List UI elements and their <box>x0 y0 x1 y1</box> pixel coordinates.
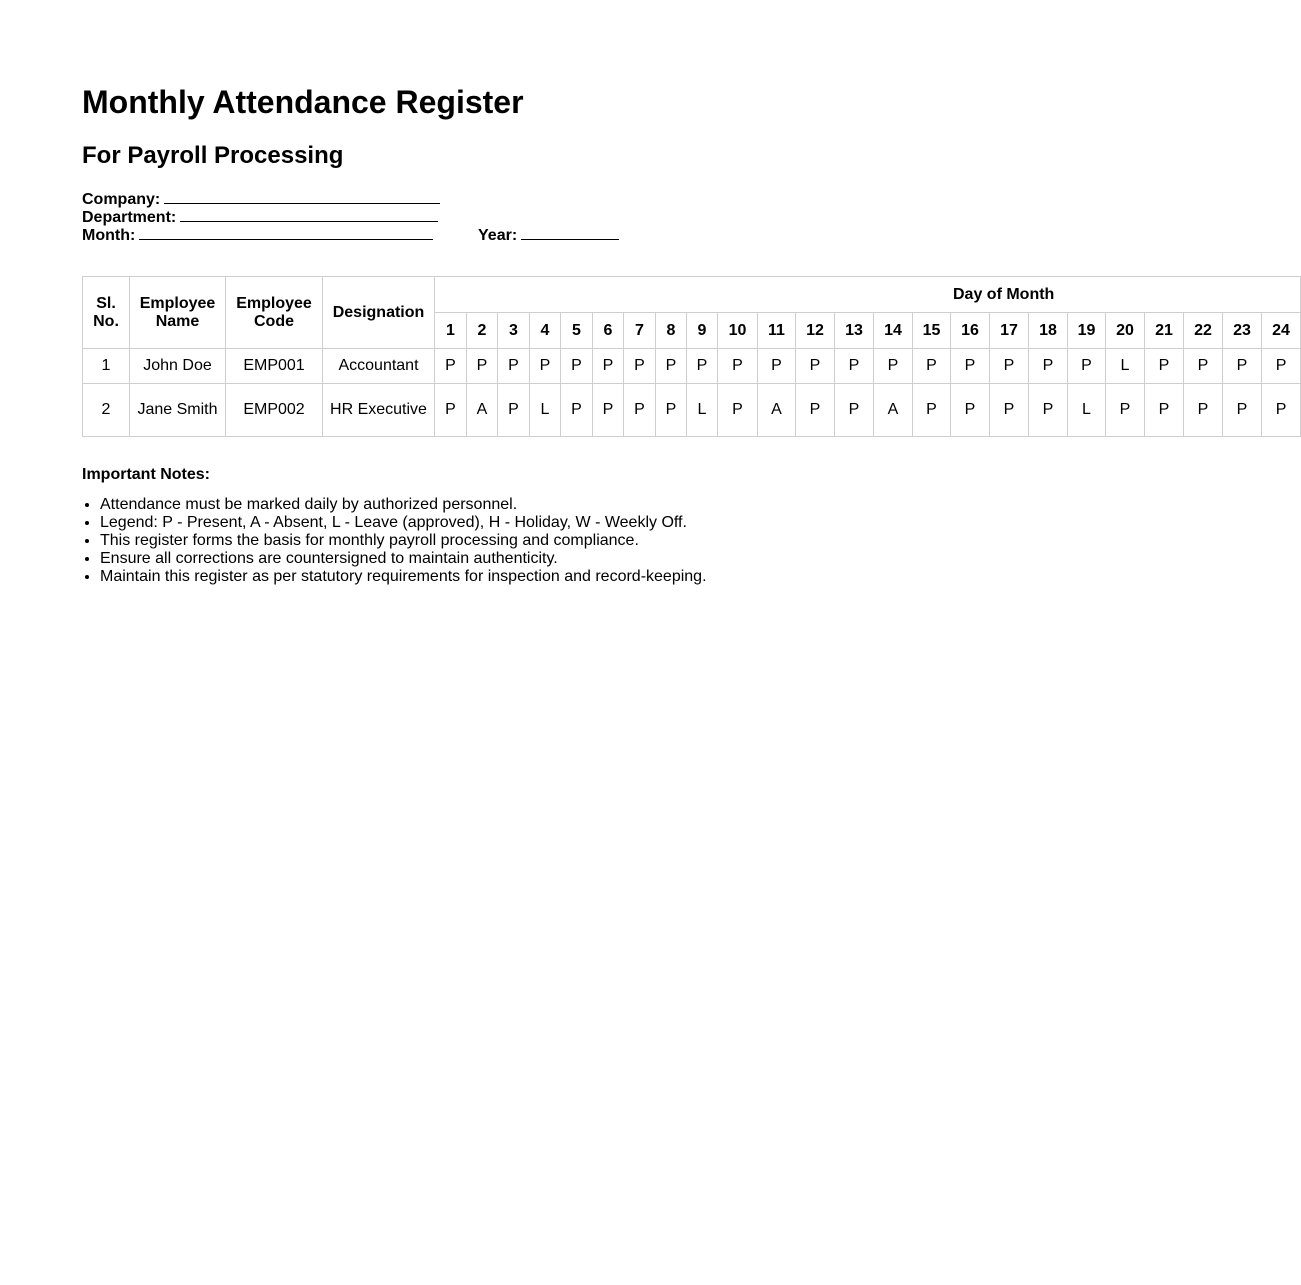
header-day-11: 11 <box>758 313 796 349</box>
note-item: • Maintain this register as per statutory requirements for inspection and record-keeping. <box>100 568 707 586</box>
header-designation: Designation <box>323 277 435 349</box>
attendance-cell: P <box>990 384 1029 437</box>
company-row <box>82 189 440 207</box>
attendance-table <box>82 276 1301 437</box>
attendance-cell: A <box>467 384 498 437</box>
sl-no-cell: 1 <box>83 349 130 384</box>
year-label: Year: <box>478 227 518 244</box>
attendance-cell: P <box>593 349 624 384</box>
header-day-20: 20 <box>1106 313 1145 349</box>
header-sl-no: Sl. No. <box>83 277 130 349</box>
employee-name-cell: John Doe <box>130 349 226 384</box>
attendance-cell: P <box>498 384 530 437</box>
attendance-cell: P <box>561 349 593 384</box>
header-day-8: 8 <box>656 313 687 349</box>
notes-title: Important Notes: <box>82 466 210 483</box>
header-employee-name: Employee Name <box>130 277 226 349</box>
attendance-cell: P <box>1223 349 1262 384</box>
attendance-cell: L <box>1068 384 1106 437</box>
year-field <box>478 225 619 245</box>
month-label: Month: <box>82 227 136 244</box>
attendance-cell: A <box>874 384 913 437</box>
header-day-17: 17 <box>990 313 1029 349</box>
header-day-18: 18 <box>1029 313 1068 349</box>
page-title: Monthly Attendance Register <box>82 84 524 120</box>
department-label: Department: <box>82 209 177 226</box>
attendance-cell: A <box>758 384 796 437</box>
important-notes <box>82 466 707 586</box>
attendance-cell: P <box>593 384 624 437</box>
header-day-21: 21 <box>1145 313 1184 349</box>
register-meta <box>82 189 518 244</box>
attendance-cell: P <box>1262 349 1301 384</box>
header-day-6: 6 <box>593 313 624 349</box>
attendance-cell: P <box>718 384 758 437</box>
attendance-cell: P <box>1029 349 1068 384</box>
attendance-cell: P <box>1068 349 1106 384</box>
year-blank <box>521 225 619 240</box>
attendance-cell: P <box>718 349 758 384</box>
employee-code-cell: EMP001 <box>226 349 323 384</box>
department-blank <box>180 207 438 222</box>
attendance-cell: P <box>1145 384 1184 437</box>
month-year-row <box>82 225 518 244</box>
month-blank <box>139 225 433 240</box>
attendance-cell: P <box>530 349 561 384</box>
header-day-14: 14 <box>874 313 913 349</box>
employee-name-cell: Jane Smith <box>130 384 226 437</box>
attendance-cell: P <box>656 349 687 384</box>
attendance-cell: P <box>951 349 990 384</box>
header-day-19: 19 <box>1068 313 1106 349</box>
attendance-cell: L <box>1106 349 1145 384</box>
attendance-cell: P <box>467 349 498 384</box>
designation-cell: Accountant <box>323 349 435 384</box>
attendance-cell: P <box>687 349 718 384</box>
note-item: • Attendance must be marked daily by authorized personnel. <box>100 496 707 514</box>
sl-no-cell: 2 <box>83 384 130 437</box>
attendance-table-wrap <box>82 276 1290 438</box>
attendance-cell: P <box>435 384 467 437</box>
note-item: • Legend: P - Present, A - Absent, L - Leave (approved), H - Holiday, W - Weekly Off. <box>100 514 707 532</box>
attendance-cell: P <box>1262 384 1301 437</box>
attendance-cell: P <box>913 384 951 437</box>
attendance-cell: P <box>990 349 1029 384</box>
attendance-cell: P <box>1145 349 1184 384</box>
note-item: • Ensure all corrections are countersigned to maintain authenticity. <box>100 550 707 568</box>
header-day-13: 13 <box>835 313 874 349</box>
header-day-10: 10 <box>718 313 758 349</box>
attendance-cell: P <box>624 349 656 384</box>
header-day-23: 23 <box>1223 313 1262 349</box>
attendance-cell: P <box>874 349 913 384</box>
table-row <box>83 349 1301 384</box>
attendance-cell: P <box>1184 384 1223 437</box>
designation-cell: HR Executive <box>323 384 435 437</box>
header-day-5: 5 <box>561 313 593 349</box>
company-blank <box>164 189 440 204</box>
attendance-cell: P <box>796 349 835 384</box>
attendance-cell: L <box>687 384 718 437</box>
header-day-4: 4 <box>530 313 561 349</box>
header-employee-code: Employee Code <box>226 277 323 349</box>
note-item: • This register forms the basis for monthly payroll processing and compliance. <box>100 532 707 550</box>
attendance-cell: P <box>624 384 656 437</box>
attendance-cell: P <box>435 349 467 384</box>
employee-code-cell: EMP002 <box>226 384 323 437</box>
attendance-cell: P <box>835 349 874 384</box>
header-day-7: 7 <box>624 313 656 349</box>
table-row <box>83 384 1301 437</box>
header-day-2: 2 <box>467 313 498 349</box>
attendance-cell: P <box>1223 384 1262 437</box>
attendance-cell: P <box>656 384 687 437</box>
header-row <box>83 277 1301 313</box>
header-day-3: 3 <box>498 313 530 349</box>
attendance-cell: L <box>530 384 561 437</box>
header-day-of-month: Day of Month <box>435 277 1301 313</box>
header-day-24: 24 <box>1262 313 1301 349</box>
page-subtitle: For Payroll Processing <box>82 142 344 169</box>
company-label: Company: <box>82 191 161 208</box>
attendance-cell: P <box>498 349 530 384</box>
notes-list <box>82 496 707 586</box>
attendance-cell: P <box>796 384 835 437</box>
attendance-cell: P <box>835 384 874 437</box>
attendance-cell: P <box>561 384 593 437</box>
attendance-cell: P <box>1029 384 1068 437</box>
attendance-cell: P <box>1106 384 1145 437</box>
header-day-12: 12 <box>796 313 835 349</box>
department-row <box>82 207 440 225</box>
header-day-1: 1 <box>435 313 467 349</box>
header-day-15: 15 <box>913 313 951 349</box>
attendance-cell: P <box>951 384 990 437</box>
header-day-9: 9 <box>687 313 718 349</box>
attendance-cell: P <box>758 349 796 384</box>
attendance-cell: P <box>1184 349 1223 384</box>
header-day-22: 22 <box>1184 313 1223 349</box>
header-day-16: 16 <box>951 313 990 349</box>
attendance-cell: P <box>913 349 951 384</box>
